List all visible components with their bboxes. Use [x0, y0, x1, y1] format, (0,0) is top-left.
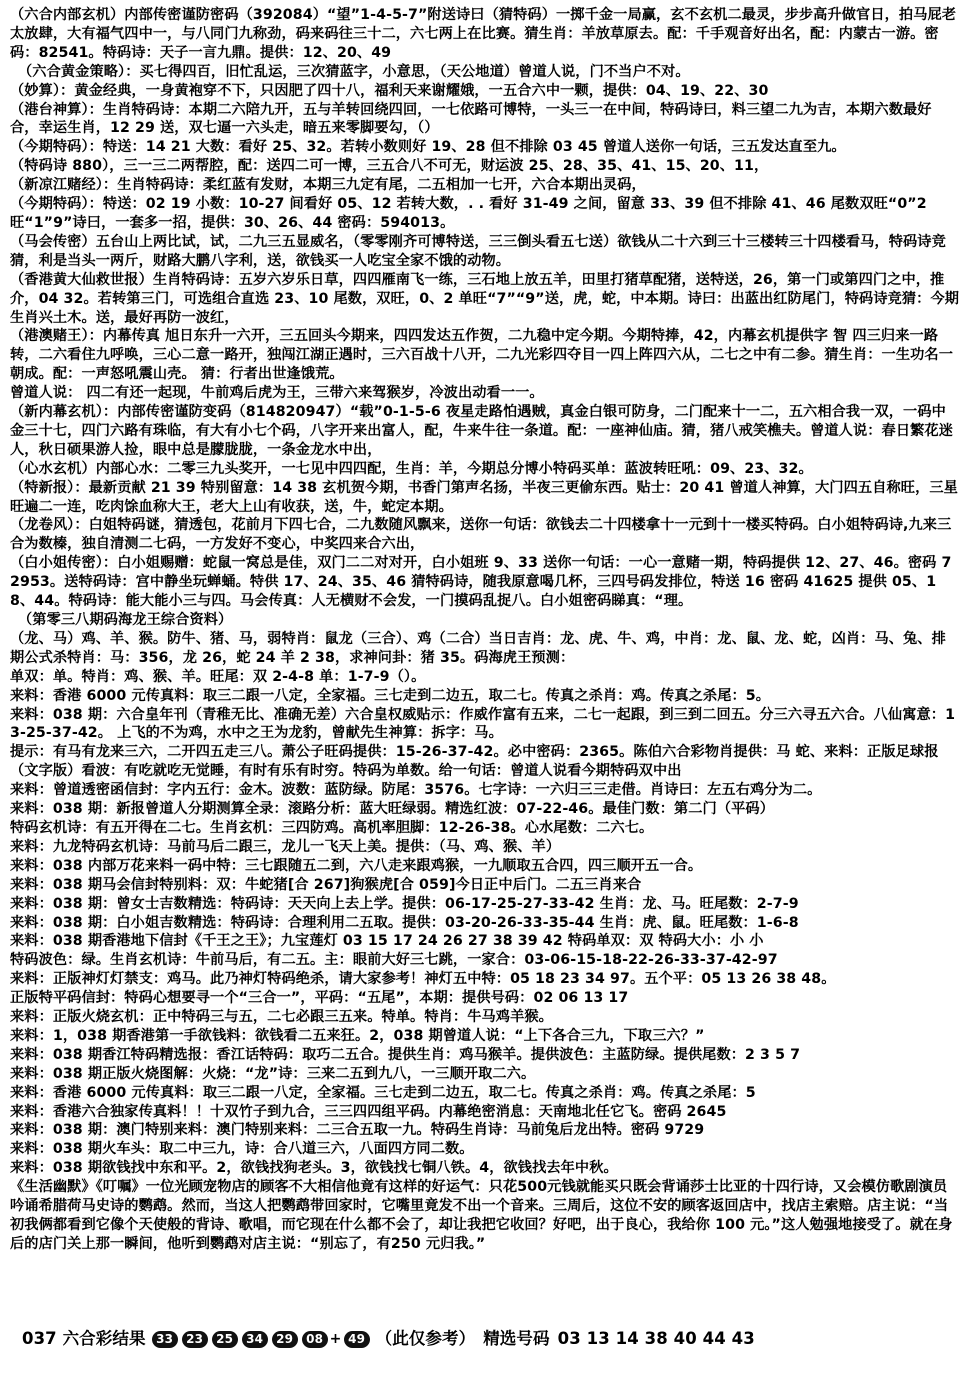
text-paragraph: （新凉江赌经）：生肖特码诗：柔红蓝有发财，本期三九定有尾，二五相加一七开，六合本期出灵码， [10, 177, 646, 194]
text-paragraph: （港台神算）：生肖特码诗：本期二六陪九开，五与羊转回绕四回，一七依路可博特，一头三一在中间，特码诗曰，料三望二九为吉，本期六数最好合，幸运生肖，12 29 送，双七逼一六头走，暗五来零脚要勾，（） [10, 101, 932, 137]
text-paragraph: 来料：香港 6000 元传真料：取三二跟一八定，全家福。三七走到二边五，取二七。传真之杀肖：鸡。传真之杀尾：5。 [10, 687, 771, 704]
text-paragraph: 来料：正版火烧玄机：正中特码三与五，二七必跟三五来。特单。特肖：牛马鸡羊猴。 [10, 1009, 553, 1026]
result-balls [152, 1331, 370, 1348]
text-paragraph: 来料：038 期香江特码精选报：香江话特码：取巧二五合。提供生肖：鸡马猴羊。提供波色：主蓝防绿。提供尾数：2 3 5 7 [10, 1046, 801, 1063]
text-paragraph: （特码诗 880），三一三二两帮腔，配：送四二可一博，三五合八不可无，财运波 25、28、35、41、15、20、11， [10, 158, 769, 175]
text-paragraph: 来料：九龙特码玄机诗：马前马后二跟三，龙儿一飞天上美。提供：（马、鸡、猴、羊） [10, 838, 561, 855]
result-ball: 49 [344, 1331, 370, 1348]
text-paragraph: （马会传密）五台山上两比试，试，二九三五显威名，（零零刚齐可博特送，三三倒头看五七送）欲钱从二十六到三十三楼转三十四楼看马，特码诗竞猜，利是当头一两斤，财路大鹏八字利，送，欲钱买一人吃宝全家不饿的动物。 [10, 233, 946, 269]
text-paragraph: 来料：038 期欲钱找中东和平。2，欲钱找狗老头。3，欲钱找七铜八铁。4，欲钱找去年中秋。 [10, 1160, 618, 1177]
reference-note: （此仅参考） [375, 1329, 476, 1348]
text-paragraph: （港澳赌王）：内幕传真 旭日东升一六开，三五回头今期来，四四发达五作贺，二九稳中定今期。今期特捧，42，内幕玄机提供字 智 四三归来一路转，二六看住九呼唤，三心二意一路开，独闯江湖正遇时，三六百战十八开，二九光彩四夺目一四上阵四六从，二七之中有二参。猜生肖：一生功名一朝成。配：一声怒吼震山壳。 猜：行者出世逢饿荒。 [10, 328, 953, 383]
text-paragraph: 来料：038 期：曾女士吉数精选：特码诗：天天向上去上学。提供：06-17-25-27-33-42 生肖：龙、马。旺尾数：2-7-9 [10, 895, 799, 912]
text-paragraph: 正版特平码信封：特码心想要寻一个“三合一”，平码：“五尾”，本期：提供号码：02 06 13 17 [10, 990, 629, 1007]
text-paragraph: 来料：038 内部万花来料一码中特：三七跟随五二到，六八走来跟鸡猴，一九顺取五合四，四三顺开五一合。 [10, 857, 703, 874]
text-paragraph: 来料：038 期：新报曾道人分期测算全录：滚路分析：蓝大旺绿弱。精选红波：07-22-46。最佳门数：第二门（平码） [10, 801, 774, 818]
text-paragraph: （新内幕玄机）：内部传密谨防变码（814820947）“载”0-1-5-6 夜星走路怕遇贼，真金白银可防身，二门配来十一二，五六相合我一双，一码中金三十七，四门六路有珠临，有大有小七个码，八字开来出富人，配，牛来牛往一条道。配：一座神仙庙。猜，猪八戒笑樵夫。曾道人说：春日繁花迷人，秋日硕果游人捡，眼中总是朦胧胧，一条金龙水中出， [10, 404, 953, 458]
special-plus: + [329, 1331, 342, 1347]
text-paragraph: 来料：038 期：白小姐吉数精选：特码诗：合理利用二五取。提供：03-20-26-33-35-44 生肖：虎、鼠。旺尾数：1-6-8 [10, 914, 799, 931]
pick-numbers: 03 13 14 38 40 44 43 [557, 1329, 755, 1348]
text-paragraph: （六合内部玄机）内部传密谨防密码（392084）“望”1-4-5-7”附送诗曰（猜特码）一掷千金一局赢，玄不玄机二最灵，步步高升做官日，拍马屁老太放肆，大有福气四中一，与八同门九称劲，码来码往三十二，六七两上在比赛。猜生肖：羊放草原去。配：千手观音好出名，配：内蒙古一游。密码：82541。特码诗：天子一言九鼎。提供：12、20、49 [10, 7, 957, 61]
text-paragraph: （六合黄金策略）：买七得四百，旧忙乱运，三次猜蓝字，小意思，（天公地道）曾道人说，门不当户不对。 [18, 63, 690, 80]
text-paragraph: （心水玄机）内部心水：二零三九头奖开，一七见中四四配，生肖：羊，今期总分博小特码买单：蓝波转旺吼：09、23、32。 [10, 460, 813, 477]
result-ball: 34 [242, 1331, 268, 1348]
pick-label: 精选号码 [483, 1329, 550, 1348]
document-body [10, 6, 960, 1254]
text-paragraph: 特码玄机诗：有五开得在二七。生肖玄机：三四防鸡。高机率胆脚：12-26-38。心水尾数：二六七。 [10, 819, 654, 836]
text-paragraph: 来料：038 期火车头：取二中三九，诗：合八道三六，八面四方同二数。 [10, 1141, 474, 1158]
text-paragraph: 单双：单。特肖：鸡、猴、羊。旺尾：双 2-4-8 单：1-7-9（）。 [10, 668, 426, 685]
text-paragraph: 来料：正版神灯灯禁支：鸡马。此乃神灯特码绝杀，请大家参考！神灯五中特：05 18 23 34 97。五个平：05 13 26 38 48。 [10, 971, 836, 988]
text-paragraph: 《生活幽默》《叮嘱》一位光顾宠物店的顾客不大相信他竟有这样的好运气：只花500元钱就能买只既会背诵莎士比亚的十四行诗，又会模仿歌剧演员吟诵希腊荷马史诗的鹦鹉。然而，当这人把鹦鹉带回家时，它嘴里竟发不出一个音来。三周后，这位不安的顾客返回店中，找店主索赔。店主说：“当初我俩都看到它像个天使般的背诗、歌唱，而它现在什么都不会了，却让我把它收回？好吧，出于良心，我给你 100 元。”这人勉强地接受了。就在身后的店门关上那一瞬间，他听到鹦鹉对店主说：“别忘了，有250 元归我。” [10, 1179, 953, 1252]
text-paragraph: 特码波色：绿。生肖玄机诗：牛前马后，有二五。主：眼前大好三七跳，一家合：03-06-15-18-22-26-33-37-42-97 [10, 952, 778, 969]
result-ball: 25 [212, 1331, 238, 1348]
text-paragraph: （白小姐传密）：白小姐赐赠：蛇鼠一窝总是佳，双门二二对对开，白小姐班 9、33 送你一句话：一心一意赌一期，特码提供 12、27、46。密码 72953。送特码诗：宫中静坐玩蝉蛹。特供 17、24、35、46 猜特码诗，随我原意喝几杯，三四号码发排位，特送 16 密码 41625 提供 05、18、44。特码诗：能大能小三与四。马会传真：人无横财不会发，一门摸码乱捉八。白小姐密码睇真：“理。 [10, 555, 952, 610]
result-ball: 08 [302, 1331, 328, 1348]
text-paragraph: 提示：有马有龙来三六，二开四五走三八。萧公子旺码提供：15-26-37-42。必中密码：2365。陈伯六合彩物肖提供：马 蛇、来料：正版足球报（文字版）看波：有吃就吃无觉睡，有时有乐有时穷。特码为单数。给一句话：曾道人说看今期特码双中出 [10, 744, 939, 780]
text-paragraph: 来料：1，038 期香港第一手欲钱料：欲钱看二五来狂。2，038 期曾道人说：“上下各合三九，下取三六？” [10, 1027, 705, 1044]
text-paragraph: 来料：038 期：六合皇年刊（青稚无比、准确无差）六合皇权威贴示：作威作富有五来，二七一起跟，到三到二回五。分三六寻五六合。八仙寓意：13-25-37-42。 上飞的不为鸡，水中之王为龙豹，曾献先生神算：拆字：马。 [10, 706, 956, 742]
results-label: 037 六合彩结果 [22, 1329, 146, 1348]
text-paragraph: 来料：香港 6000 元传真料：取三二跟一八定，全家福。三七走到二边五，取二七。传真之杀肖：鸡。传真之杀尾：5 [10, 1084, 756, 1101]
text-paragraph: 来料：香港六合独家传真料！！十双竹子到九合，三三四四组平码。内幕绝密消息：天南地北任它飞。密码 2645 [10, 1103, 727, 1120]
text-paragraph: 曾道人说： 四二有还一起现，牛前鸡后虎为王，三带六来驾猴岁，冷波出动看一一。 [10, 385, 544, 402]
text-paragraph: 来料：038 期：澳门特别来料：澳门特别来料：二三合五取一九。特码生肖诗：马前兔后龙出特。密码 9729 [10, 1122, 705, 1139]
result-ball: 23 [182, 1331, 208, 1348]
text-paragraph: 来料：038 期香港地下信封《千王之王》；九宝莲灯 03 15 17 24 26 27 38 39 42 特码单双：双 特码大小：小 小 [10, 933, 764, 950]
text-paragraph: 来料：038 期正版火烧图解：火烧：“龙”诗：三来二五到九八，一三顺开取二六。 [10, 1065, 536, 1082]
results-footer [22, 1328, 755, 1350]
result-ball: 33 [152, 1331, 178, 1348]
text-paragraph: （龙卷风）：白姐特码谜，猜透包，花前月下四七合，二九数随风飘来，送你一句话：欲钱去二十四楼拿十一元到十一楼买特码。白小姐特码诗,九来三合为数榛，独自清测二七码，一方发好不变心，中奖四来合六出， [10, 517, 952, 553]
text-paragraph: （特新报）：最新贡献 21 39 特别留意：14 38 玄机贺今期，书香门第声名扬，半夜三更偷东西。贴士：20 41 曾道人神算，大门四五自称旺，三星旺遍二一连，吃肉馀血称大王，老大上山有收获，送，牛，蛇定本期。 [10, 479, 958, 515]
text-paragraph: （妙算）：黄金经典，一身黄袍穿不下，只因肥了四十八，福利天来谢耀娥，一五合六中一颗，提供：04、19、22、30 [10, 82, 769, 99]
text-paragraph: （香港黄大仙救世报）生肖特码诗：五岁六岁乐日草，四四雁南飞一练，三石地上放五羊，田里打猪草配猪，送特送，26，第一门或第四门之中，推介，04 32。若转第三门，可选组合直选 23、10 尾数，双旺，0、2 单旺“7”“9”送，虎，蛇，中本期。诗曰：出蓝出红防尾门，特码诗竞猜：今期生肖兴土木。送，最好再防一波红， [10, 271, 960, 326]
text-paragraph: （今期特码）：特送：14 21 大数：看好 25、32。若转小数则好 19、28 但不排除 03 45 曾道人送你一句话，三五发达直至九。 [10, 139, 846, 156]
text-paragraph: （龙、马）鸡、羊、猴。防牛、猪、马，弱特肖：鼠龙（三合）、鸡（二合）当日吉肖：龙、虎、牛、鸡，中肖：龙、鼠、龙、蛇，凶肖：马、兔、排期公式杀特肖：马：356，龙 26，蛇 24 羊 2 38，求神问卦：猪 35。码海虎王预测： [10, 630, 946, 666]
lottery-tabloid-page [10, 6, 960, 1382]
text-paragraph: 来料：曾道透密函信封：字内五行：金木。波数：蓝防绿。防尾：3576。七字诗：一六归三三走借。肖诗曰：左五右鸡分为二。 [10, 782, 822, 799]
result-ball: 29 [272, 1331, 298, 1348]
text-paragraph: （今期特码）：特送：02 19 小数：10-27 间看好 05、12 若转大数，. . 看好 31-49 之间，留意 33、39 但不排除 41、46 尾数双旺“0”2旺“1”9”诗曰，一套多一招，提供：30、26、44 密码：594013。 [10, 196, 927, 231]
text-paragraph: （第零三八期码海龙王综合资料） [18, 612, 233, 628]
text-paragraph: 来料：038 期马会信封特别料：双：牛蛇猪[合 267]狗猴虎[合 059]今日正中后门。二五三肖来合 [10, 876, 642, 893]
